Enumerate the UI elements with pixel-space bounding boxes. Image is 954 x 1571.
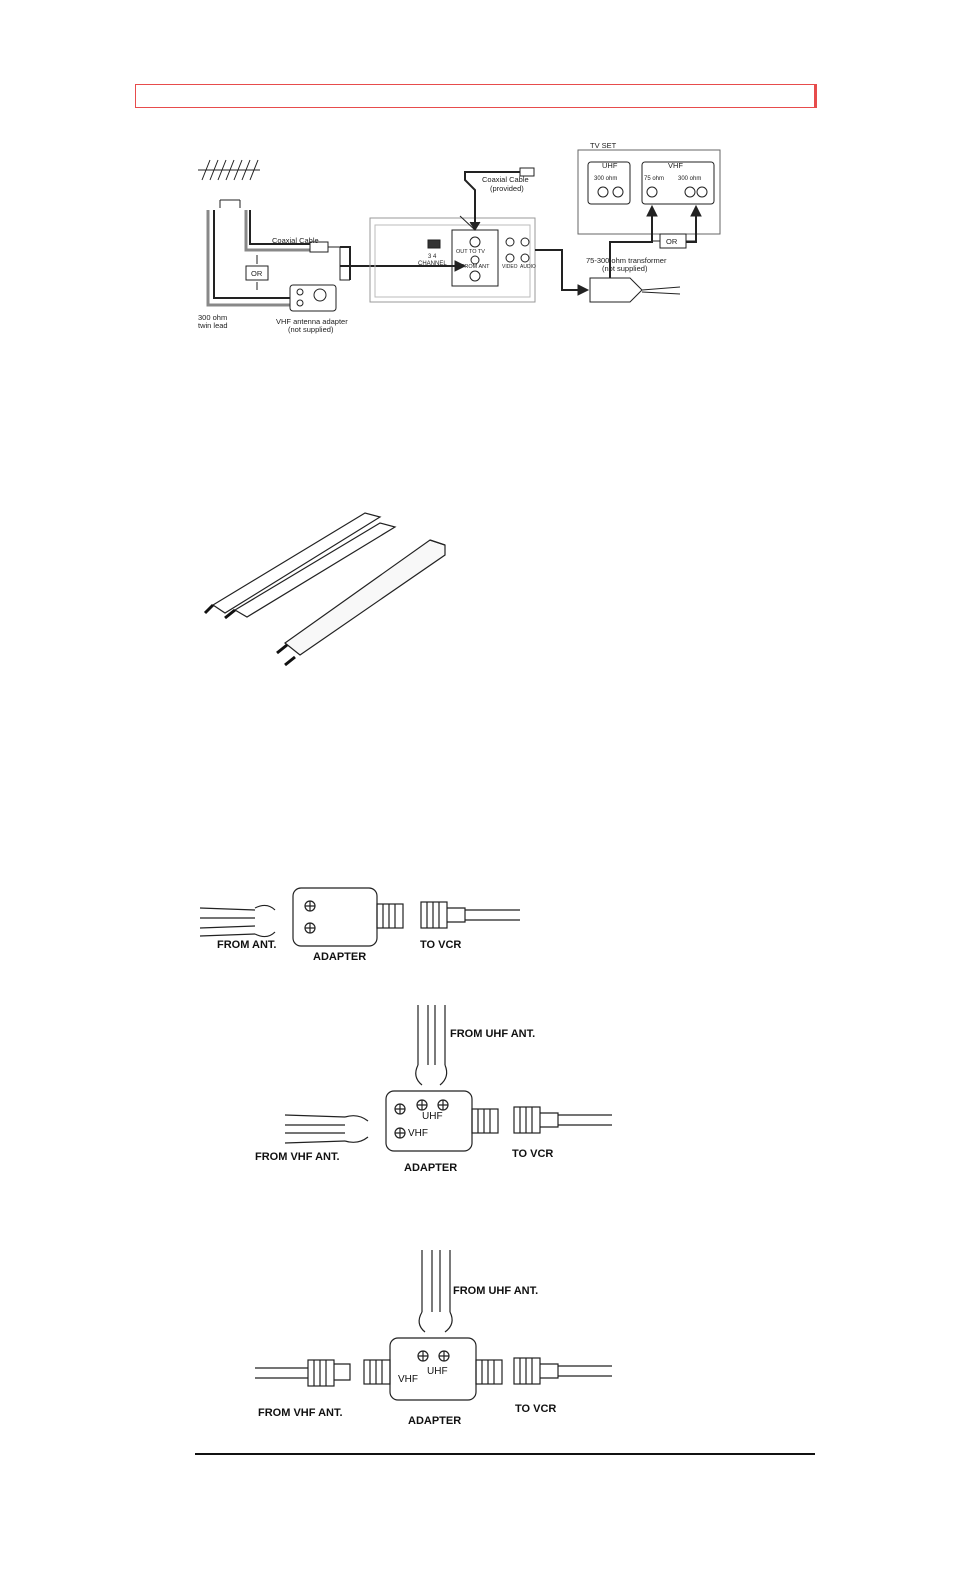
uhf-label: UHF <box>422 1111 443 1122</box>
out-to-tv-label: OUT TO TV <box>456 249 485 255</box>
adapter-diagram-2 <box>250 1005 620 1180</box>
coaxial-cable-provided-label: Coaxial Cable <box>482 175 529 184</box>
adapter-diagram-3 <box>250 1250 620 1435</box>
from-vhf-label: FROM VHF ANT. <box>255 1151 340 1163</box>
from-vhf-label: FROM VHF ANT. <box>258 1407 343 1419</box>
or-right-label: OR <box>666 237 678 246</box>
transformer-label-1: 75-300 ohm transformer <box>586 256 667 265</box>
adapter-label: ADAPTER <box>313 951 367 963</box>
vhf-75-label: 75 ohm <box>644 176 665 182</box>
adapter-label-2: (not supplied) <box>288 325 334 334</box>
uhf-label: UHF <box>602 161 618 170</box>
adapter-label-1: VHF antenna adapter <box>276 317 348 326</box>
in-from-ant-label: IN FROM ANT <box>454 264 490 270</box>
channel-label: CHANNEL <box>418 261 447 267</box>
twin-lead-label-2: twin lead <box>198 321 228 330</box>
in-from-ant-jack <box>470 271 480 281</box>
vhf-adapter-icon <box>290 285 336 311</box>
uhf-300-label: 300 ohm <box>594 176 618 182</box>
vhf-label: VHF <box>408 1128 428 1139</box>
adapter-label: ADAPTER <box>404 1162 458 1174</box>
vhf-label: VHF <box>398 1374 418 1385</box>
coaxial-cable-label: Coaxial Cable <box>272 236 319 245</box>
channel-34-label: 3 4 <box>428 254 437 260</box>
header-box <box>135 84 817 108</box>
twin-lead-label-1: 300 ohm <box>198 313 228 322</box>
vhf-label: VHF <box>668 161 683 170</box>
to-vcr-label: TO VCR <box>420 939 462 951</box>
adapter-diagram-1 <box>195 880 525 970</box>
transformer-icon <box>590 278 642 302</box>
twin-lead-wires-illustration <box>195 505 485 675</box>
uhf-label: UHF <box>427 1366 448 1377</box>
vhf-300-label: 300 ohm <box>678 176 702 182</box>
adapter-box <box>293 888 377 946</box>
out-to-tv-jack <box>470 237 480 247</box>
adapter-label: ADAPTER <box>408 1415 462 1427</box>
tv-set-label: TV SET <box>590 141 617 150</box>
or-left-label: OR <box>251 269 263 278</box>
from-uhf-label: FROM UHF ANT. <box>453 1285 539 1297</box>
footer-rule <box>195 1453 815 1455</box>
to-vcr-label: TO VCR <box>515 1403 557 1415</box>
provided-label: (provided) <box>490 184 524 193</box>
to-vcr-label: TO VCR <box>512 1148 554 1160</box>
from-ant-label: FROM ANT. <box>217 939 277 951</box>
video-label: VIDEO <box>502 264 518 270</box>
from-uhf-label: FROM UHF ANT. <box>450 1028 536 1040</box>
tv-set-box <box>578 150 720 234</box>
audio-label: AUDIO <box>520 264 536 270</box>
antenna-connection-diagram <box>190 130 730 350</box>
transformer-label-2: (not supplied) <box>602 264 648 273</box>
